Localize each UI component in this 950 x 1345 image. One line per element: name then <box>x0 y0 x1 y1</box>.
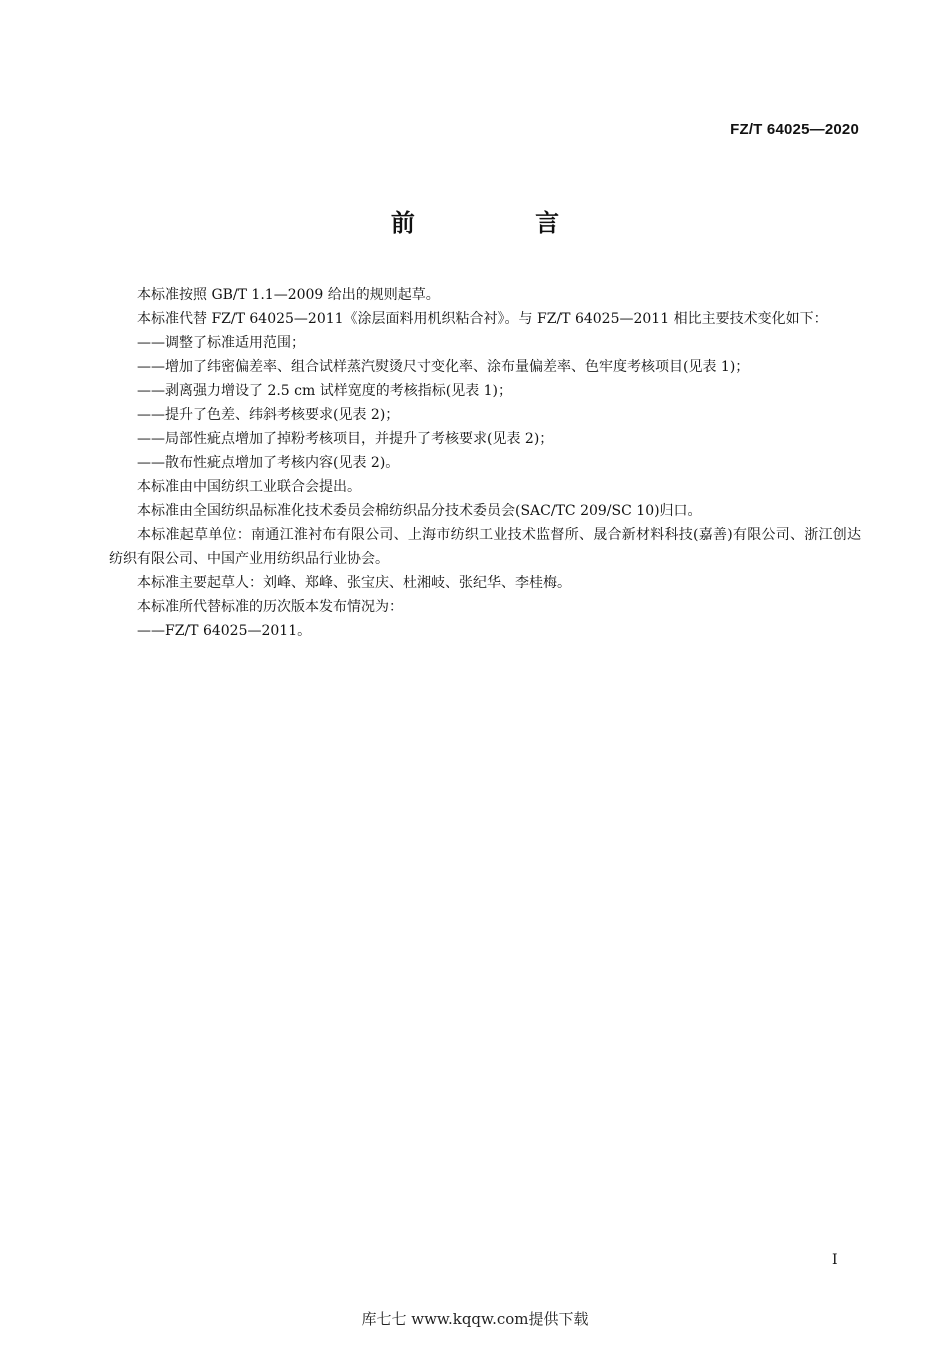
paragraph: 本标准由全国纺织品标准化技术委员会棉纺织品分技术委员会(SAC/TC 209/SC 10)归口。 <box>137 503 702 519</box>
paragraph: 本标准起草单位：南通江淮衬布有限公司、上海市纺织工业技术监督所、晟合新材料科技(嘉善)有限公司、浙江创达纺织有限公司、中国产业用纺织品行业协会。 <box>109 527 861 567</box>
foreword-body <box>109 283 861 643</box>
page-title: 前 言 <box>390 209 616 237</box>
standard-code: FZ/T 64025—2020 <box>730 121 859 138</box>
list-item: ——调整了标准适用范围； <box>137 335 305 351</box>
download-footer: 库七七 www.kqqw.com提供下载 <box>361 1310 589 1328</box>
list-item: ——剥离强力增设了 2.5 cm 试样宽度的考核指标(见表 1)； <box>137 383 513 399</box>
page-number: I <box>832 1252 838 1268</box>
paragraph: 本标准按照 GB/T 1.1—2009 给出的规则起草。 <box>137 287 440 303</box>
paragraph: 本标准主要起草人：刘峰、郑峰、张宝庆、杜湘岐、张纪华、李桂梅。 <box>137 575 571 591</box>
paragraph: 本标准由中国纺织工业联合会提出。 <box>137 479 361 495</box>
paragraph: 本标准代替 FZ/T 64025—2011《涂层面料用机织粘合衬》。与 FZ/T 64025—2011 相比主要技术变化如下： <box>137 311 828 327</box>
list-item: ——增加了纬密偏差率、组合试样蒸汽熨烫尺寸变化率、涂布量偏差率、色牢度考核项目(见表 1)； <box>137 359 750 375</box>
paragraph: 本标准所代替标准的历次版本发布情况为： <box>137 599 403 615</box>
list-item: ——局部性疵点增加了掉粉考核项目，并提升了考核要求(见表 2)； <box>137 431 554 447</box>
list-item: ——散布性疵点增加了考核内容(见表 2)。 <box>137 455 400 471</box>
list-item: ——FZ/T 64025—2011。 <box>137 623 312 639</box>
list-item: ——提升了色差、纬斜考核要求(见表 2)； <box>137 407 400 423</box>
